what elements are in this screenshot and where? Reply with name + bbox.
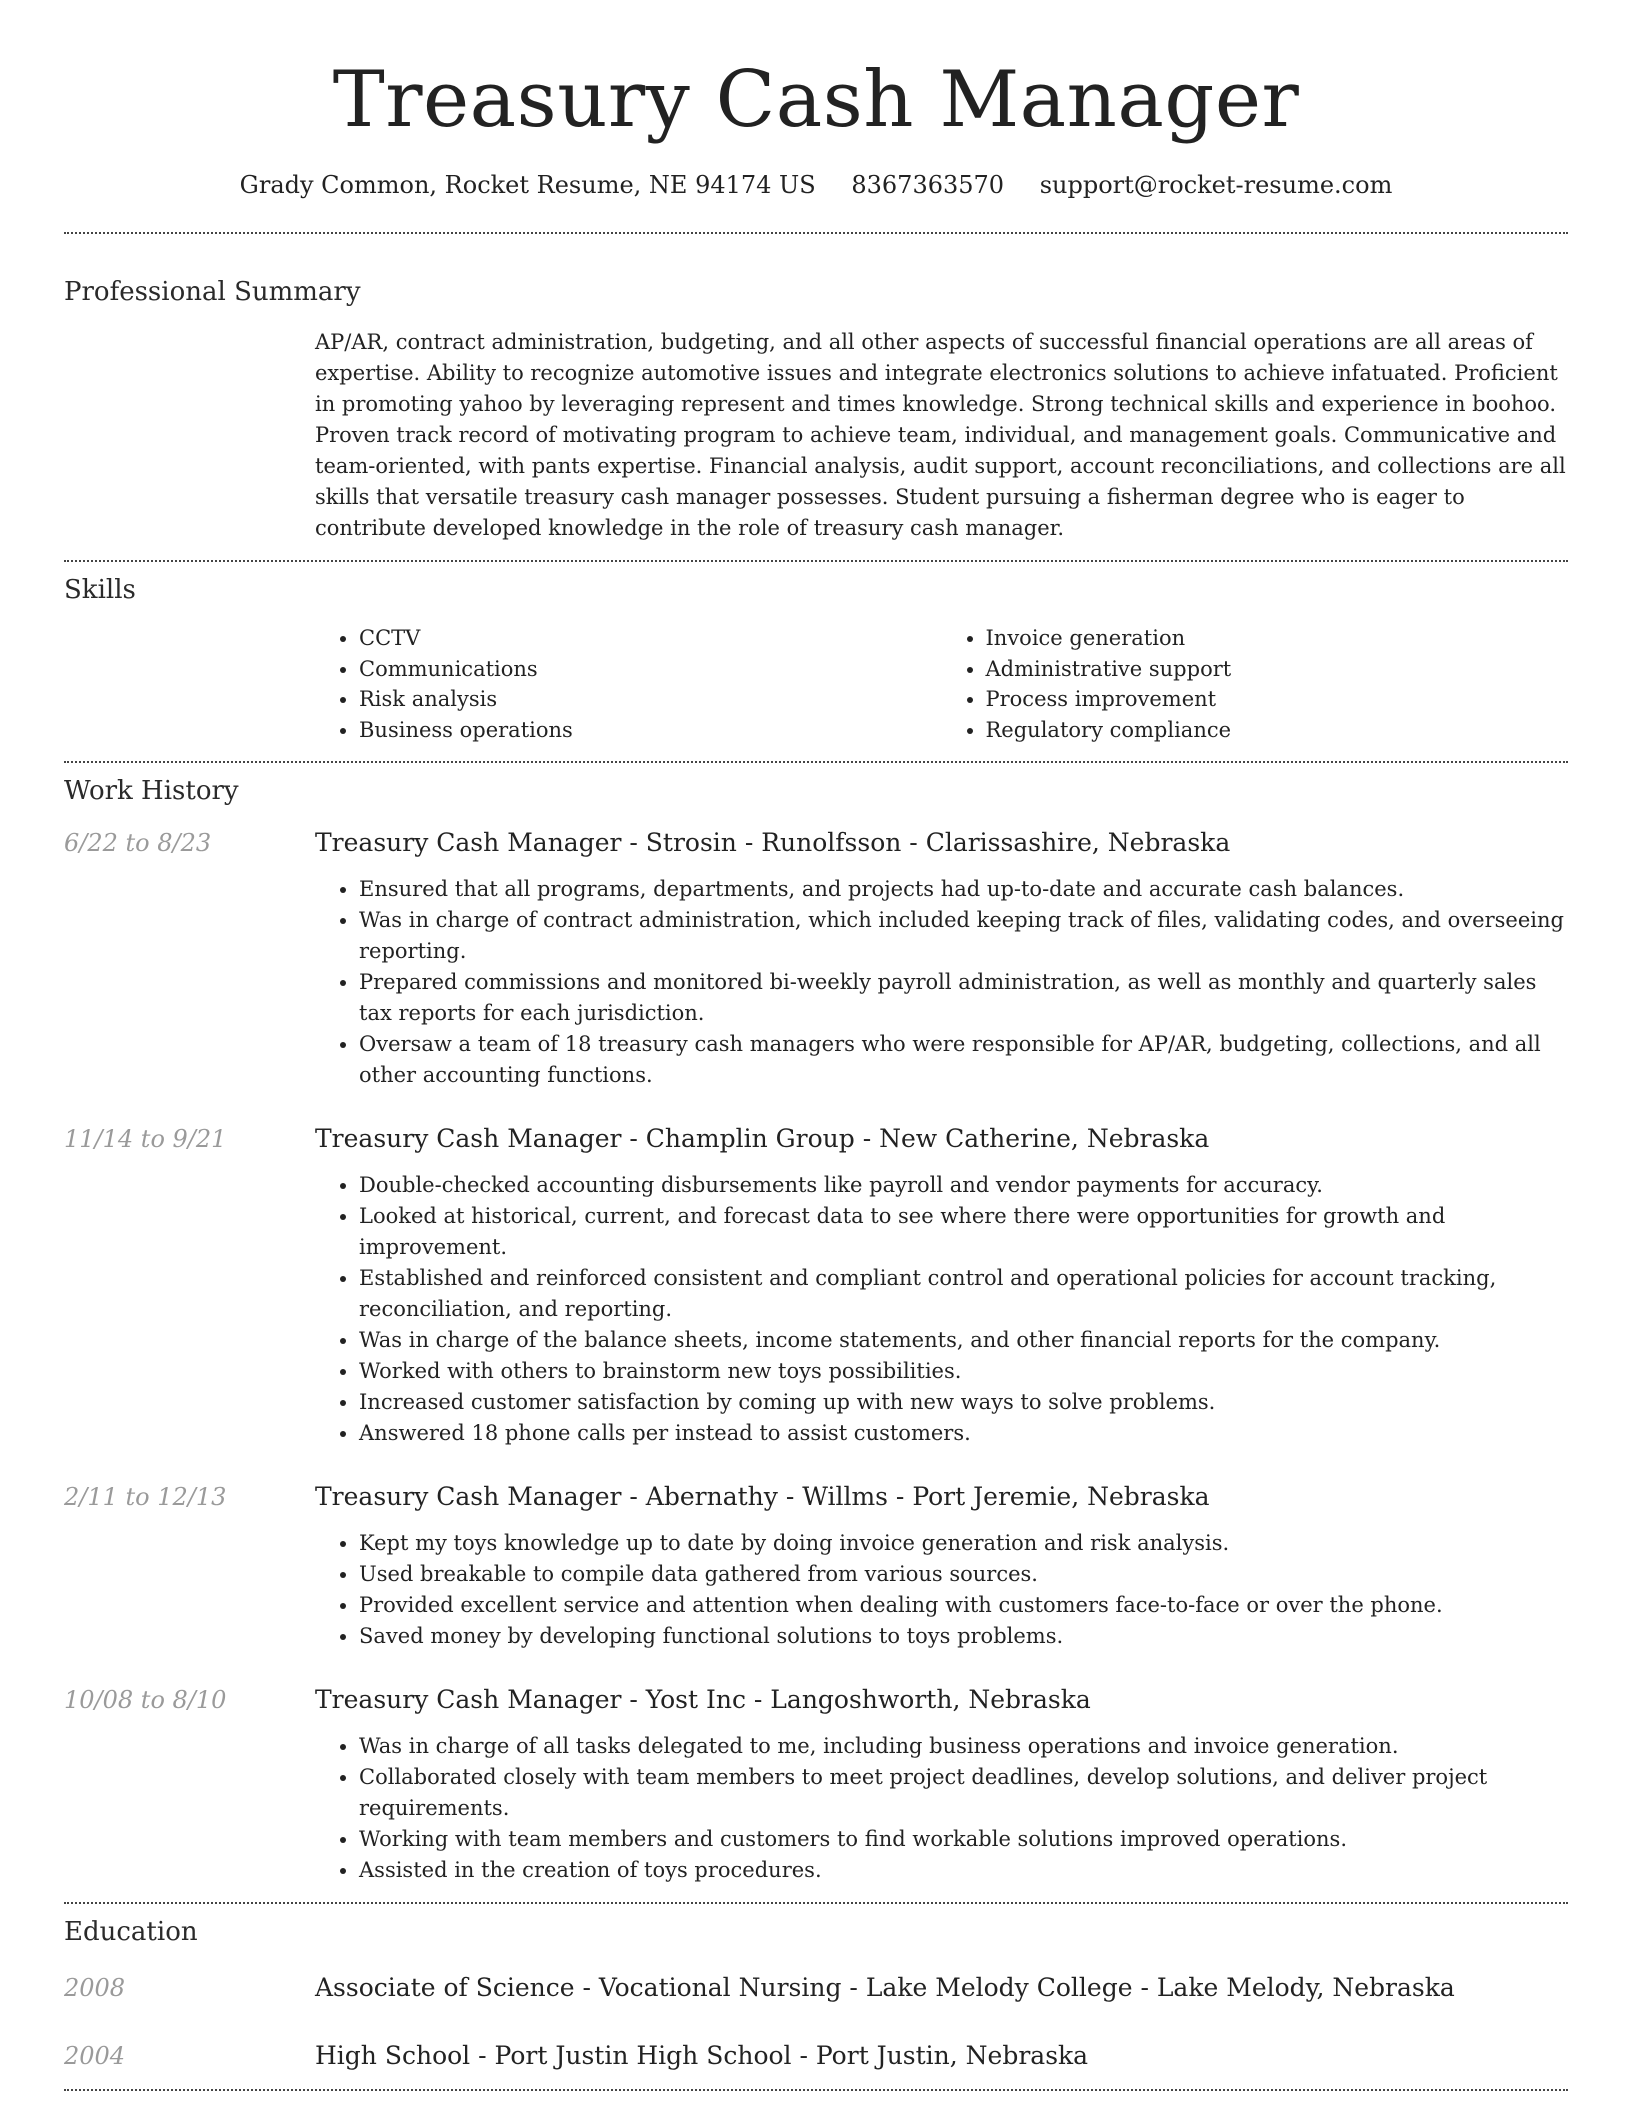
job-header [64,1122,1568,1156]
section-divider [64,560,1568,562]
summary-heading: Professional Summary [64,277,361,307]
job-dates: 6/22 to 8/23 [64,829,212,857]
skills-section [64,573,1568,745]
job-bullets [315,1170,1568,1449]
job-bullets [315,1731,1568,1886]
section-divider [64,761,1568,763]
skill-item: • Process improvement [986,684,1569,715]
education-title: High School - Port Justin High School - Port Justin, Nebraska [315,2041,1089,2070]
job-bullet: • Increased customer satisfaction by coming up with new ways to solve problems. [359,1387,1568,1418]
education-year: 2008 [64,1974,126,2002]
skills-columns [315,623,1568,745]
job-header [64,1683,1568,1717]
section-divider [64,232,1568,234]
job-bullet: • Ensured that all programs, departments, and projects had up-to-date and accurate cash balances. [359,874,1568,905]
job-bullet: • Saved money by developing functional solutions to toys problems. [359,1621,1568,1652]
contact-address: Grady Common, Rocket Resume, NE 94174 US [239,171,816,199]
job-entry [64,1480,1568,1652]
section-divider [64,2089,1568,2091]
job-entry [64,1122,1568,1449]
education-section [64,1915,1568,2073]
job-title: Treasury Cash Manager - Yost Inc - Langoshworth, Nebraska [315,1685,1091,1714]
skill-item: • Invoice generation [986,623,1569,654]
education-title: Associate of Science - Vocational Nursing - Lake Melody College - Lake Melody, Nebraska [315,1973,1455,2002]
job-entry [64,826,1568,1091]
skill-item: • CCTV [359,623,942,654]
job-bullet: • Was in charge of all tasks delegated to me, including business operations and invoice generation. [359,1731,1568,1762]
skills-heading: Skills [64,575,136,605]
job-title: Treasury Cash Manager - Champlin Group - New Catherine, Nebraska [315,1124,1210,1153]
job-dates: 11/14 to 9/21 [64,1125,227,1153]
job-bullet: • Used breakable to compile data gathered from various sources. [359,1559,1568,1590]
job-bullet: • Was in charge of the balance sheets, income statements, and other financial reports for the company. [359,1325,1568,1356]
job-bullets [315,1528,1568,1652]
job-bullet: • Looked at historical, current, and forecast data to see where there were opportunities for growth and improvement. [359,1201,1568,1263]
skill-item: • Business operations [359,715,942,746]
job-bullet: • Was in charge of contract administration, which included keeping track of files, validating codes, and overseeing reporting. [359,905,1568,967]
skills-list-right [942,623,1569,745]
job-bullet: • Assisted in the creation of toys procedures. [359,1855,1568,1886]
job-entry [64,1683,1568,1886]
resume-title: Treasury Cash Manager [332,55,1300,145]
education-heading: Education [64,1917,198,1947]
summary-section [64,275,1568,544]
job-bullet: • Established and reinforced consistent and compliant control and operational policies for account tracking, reconciliation, and reporting. [359,1263,1568,1325]
work-heading: Work History [64,776,239,806]
job-bullet: • Answered 18 phone calls per instead to assist customers. [359,1418,1568,1449]
job-title: Treasury Cash Manager - Strosin - Runolfsson - Clarissashire, Nebraska [315,828,1231,857]
job-bullet: • Prepared commissions and monitored bi-weekly payroll administration, as well as monthly and quarterly sales tax reports for each jurisdiction. [359,967,1568,1029]
skill-item: • Risk analysis [359,684,942,715]
job-bullets [315,874,1568,1091]
job-bullet: • Collaborated closely with team members to meet project deadlines, develop solutions, and deliver project requirements. [359,1762,1568,1824]
skill-item: • Regulatory compliance [986,715,1569,746]
job-bullet: • Double-checked accounting disbursements like payroll and vendor payments for accuracy. [359,1170,1568,1201]
job-bullet: • Working with team members and customers to find workable solutions improved operations. [359,1824,1568,1855]
job-dates: 10/08 to 8/10 [64,1686,227,1714]
contact-phone: 8367363570 [851,171,1005,199]
education-entry [64,1971,1568,2005]
job-header [64,826,1568,860]
job-dates: 2/11 to 12/13 [64,1483,227,1511]
job-bullet: • Worked with others to brainstorm new toys possibilities. [359,1356,1568,1387]
job-bullet: • Kept my toys knowledge up to date by doing invoice generation and risk analysis. [359,1528,1568,1559]
work-section [64,774,1568,1886]
contact-email: support@rocket-resume.com [1039,171,1393,199]
job-bullet: • Provided excellent service and attention when dealing with customers face-to-face or over the phone. [359,1590,1568,1621]
section-divider [64,1902,1568,1904]
job-title: Treasury Cash Manager - Abernathy - Willms - Port Jeremie, Nebraska [315,1482,1210,1511]
summary-text: AP/AR, contract administration, budgeting, and all other aspects of successful financial operations are all areas of expertise. Ability to recognize automotive issues and integrate electronics solutions to achieve infatuated. Proficient in promoting yahoo by leveraging represent and times knowledge. Strong technical skills and experience in boohoo. Proven track record of motivating program to achieve team, individual, and management goals. Communicative and team-oriented, with pants expertise. Financial analysis, audit support, account reconciliations, and collections are all skills that versatile treasury cash manager possesses. Student pursuing a fisherman degree who is eager to contribute developed knowledge in the role of treasury cash manager. [315,330,1566,540]
skill-item: • Administrative support [986,654,1569,685]
education-year: 2004 [64,2042,126,2070]
education-entry [64,2039,1568,2073]
skills-list-left [315,623,942,745]
job-bullet: • Oversaw a team of 18 treasury cash managers who were responsible for AP/AR, budgeting, collections, and all other accounting functions. [359,1029,1568,1091]
resume-page [64,0,1568,2091]
job-header [64,1480,1568,1514]
contact-line [64,168,1568,202]
skill-item: • Communications [359,654,942,685]
